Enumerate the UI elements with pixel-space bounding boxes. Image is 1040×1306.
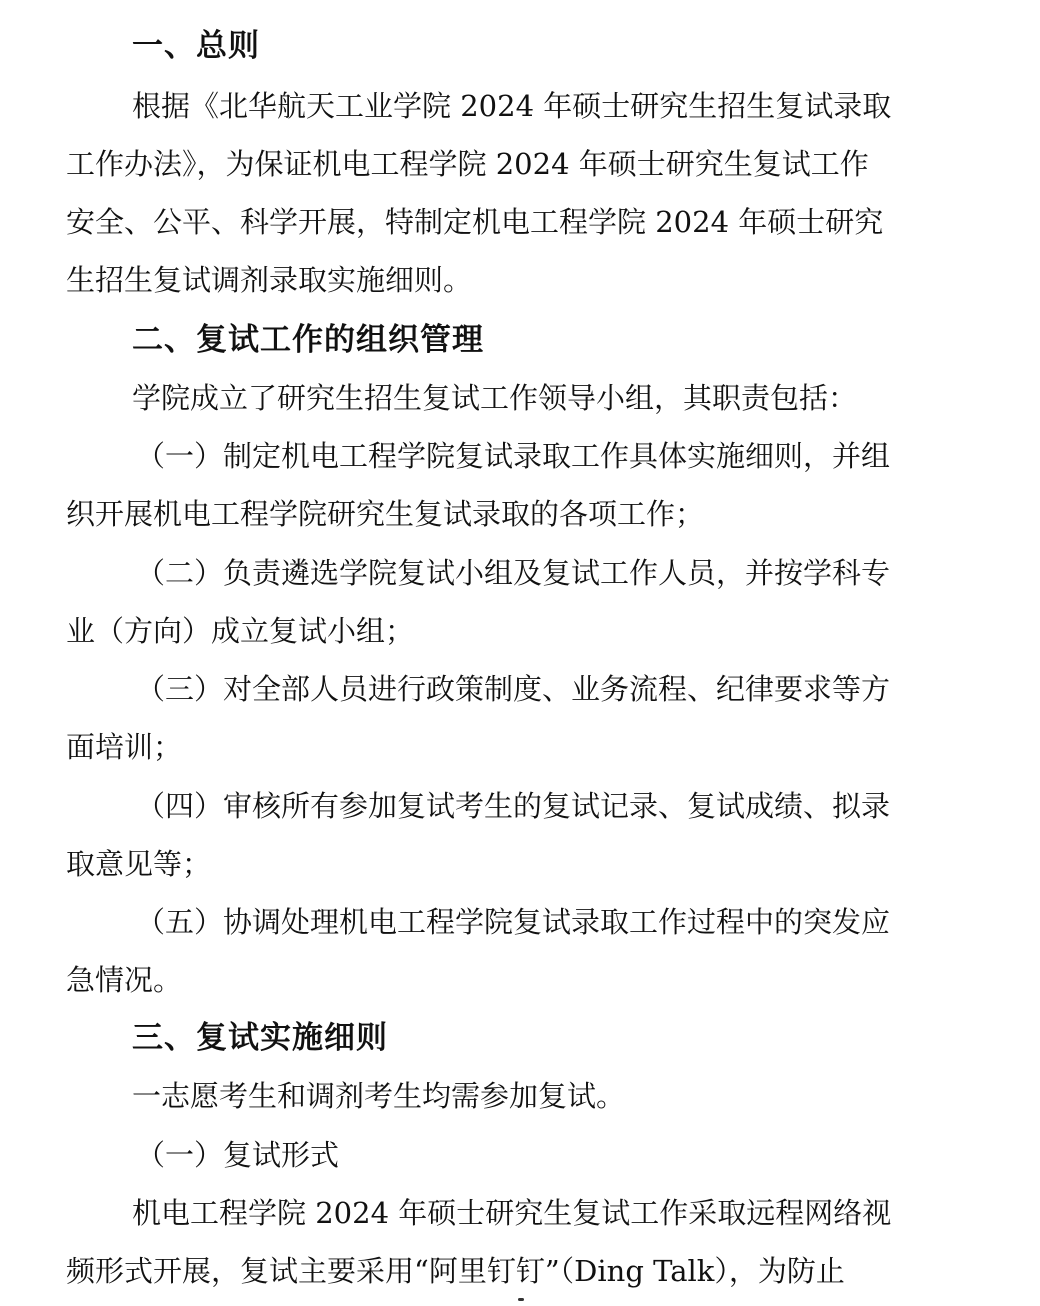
paragraph-line: 安全、公平、科学开展，特制定机电工程学院 2024 年硕士研究 <box>66 205 884 239</box>
section-heading-general: 一、总则 <box>132 28 260 64</box>
list-item-line: 织开展机电工程学院研究生复试录取的各项工作； <box>66 497 705 531</box>
list-item-line: 业（方向）成立复试小组； <box>66 614 415 648</box>
page-edge-mark <box>518 1298 524 1301</box>
paragraph-line: 机电工程学院 2024 年硕士研究生复试工作采取远程网络视 <box>132 1196 892 1230</box>
paragraph-line: 一志愿考生和调剂考生均需参加复试。 <box>132 1079 626 1113</box>
paragraph-line: 根据《北华航天工业学院 2024 年硕士研究生招生复试录取 <box>132 89 892 123</box>
list-item-line: （三）对全部人员进行政策制度、业务流程、纪律要求等方 <box>136 672 891 706</box>
paragraph-line: 频形式开展，复试主要采用“阿里钉钉”（Ding Talk），为防止 <box>66 1254 845 1288</box>
list-item-line: 面培训； <box>66 730 183 764</box>
paragraph-line: 工作办法》，为保证机电工程学院 2024 年硕士研究生复试工作 <box>66 147 869 181</box>
paragraph-line: 学院成立了研究生招生复试工作领导小组，其职责包括： <box>132 381 858 415</box>
list-item-line: （五）协调处理机电工程学院复试录取工作过程中的突发应 <box>136 905 891 939</box>
list-item-line: （四）审核所有参加复试考生的复试记录、复试成绩、拟录 <box>136 789 891 823</box>
subsection-heading: （一）复试形式 <box>136 1138 340 1172</box>
list-item-line: 急情况。 <box>66 963 183 997</box>
list-item-line: （一）制定机电工程学院复试录取工作具体实施细则，并组 <box>136 439 891 473</box>
section-heading-implementation: 三、复试实施细则 <box>132 1020 388 1056</box>
paragraph-line: 生招生复试调剂录取实施细则。 <box>66 263 473 297</box>
section-heading-organization: 二、复试工作的组织管理 <box>132 322 484 358</box>
list-item-line: 取意见等； <box>66 847 212 881</box>
list-item-line: （二）负责遴选学院复试小组及复试工作人员，并按学科专 <box>136 556 891 590</box>
